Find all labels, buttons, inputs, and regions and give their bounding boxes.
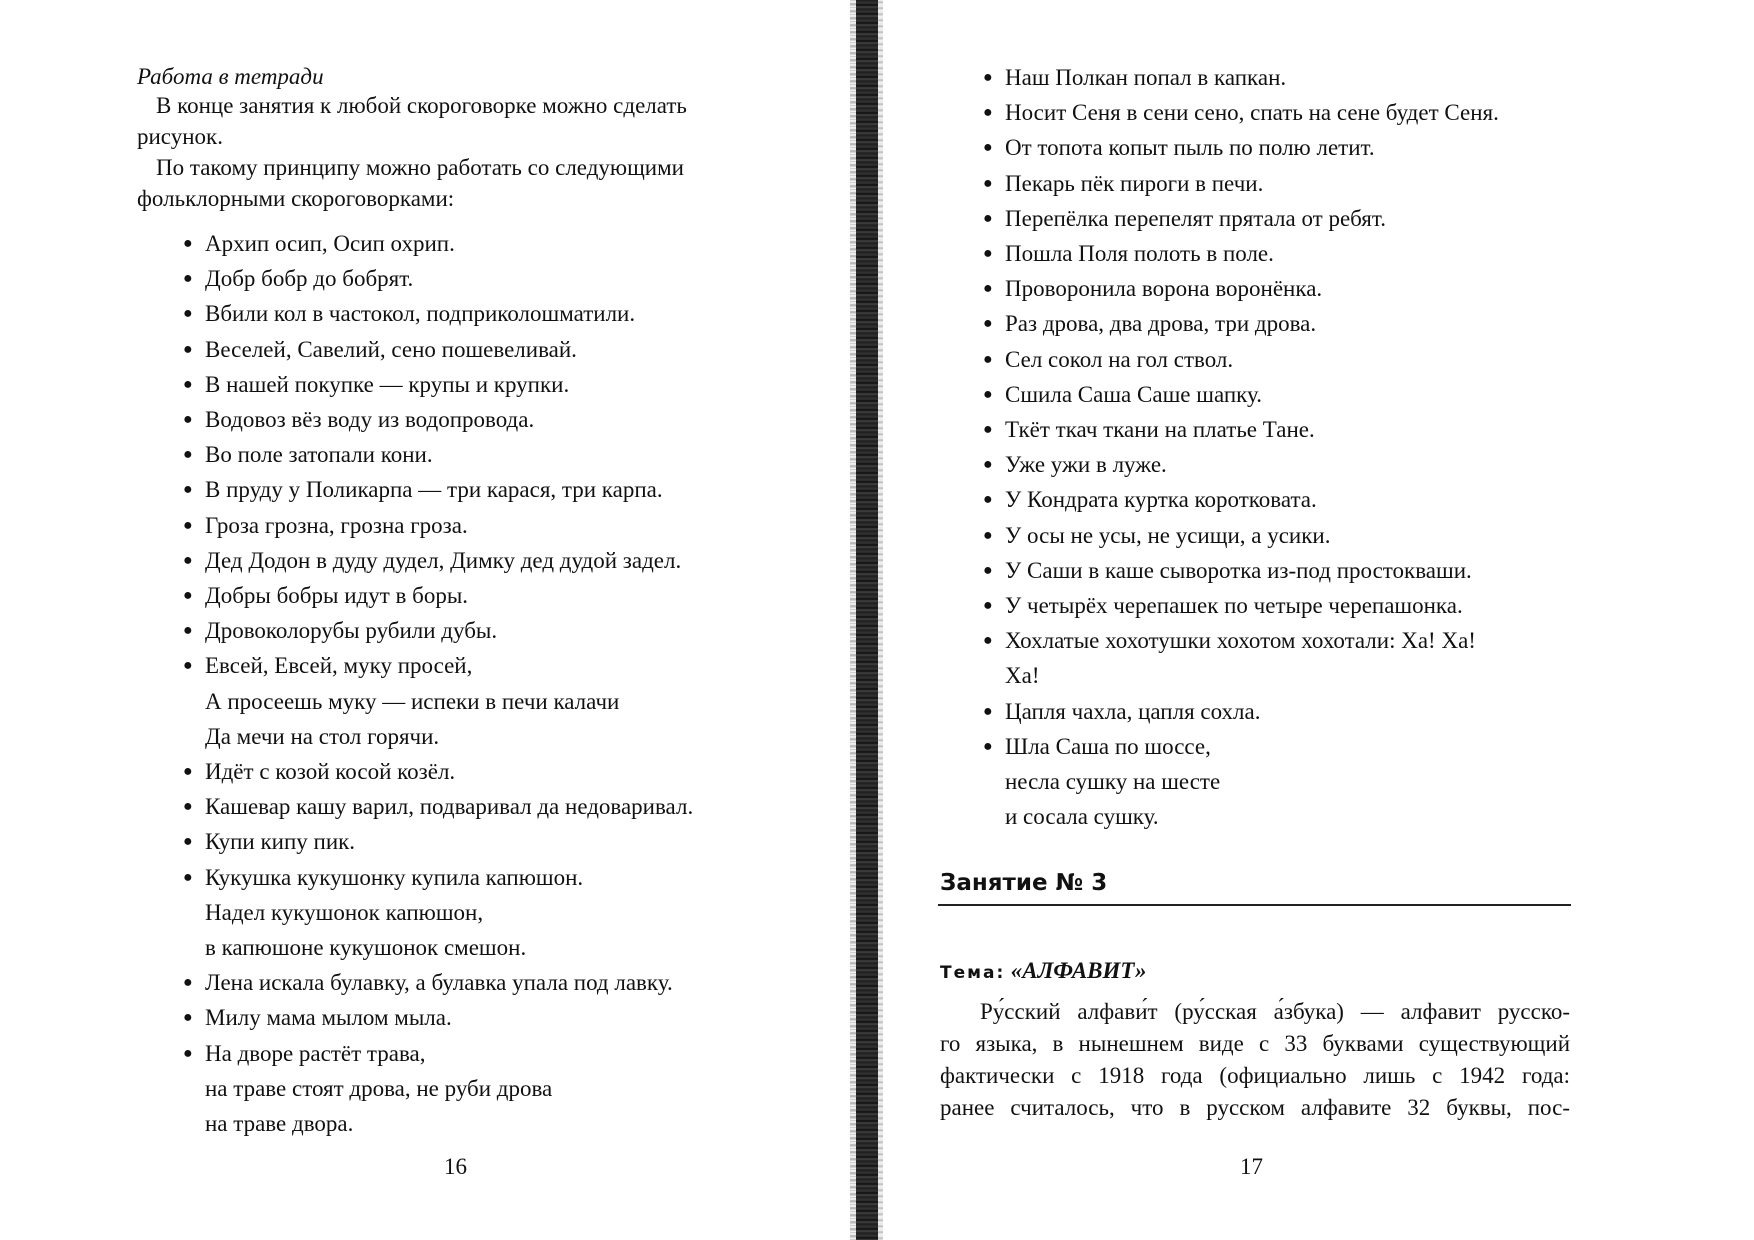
intro-line-2: рисунок.: [137, 124, 223, 149]
list-item-line: Архип осип, Осип охрип.: [205, 231, 455, 256]
list-item: [983, 518, 1583, 553]
list-item-line: Идёт с козой косой козёл.: [205, 759, 456, 785]
bullet-icon: ●: [183, 798, 193, 816]
list-item-line: Дед Додон в дуду дудел, Димку дед дудой задел.: [205, 547, 682, 573]
bullet-icon: ●: [983, 561, 993, 579]
list-item: [183, 1000, 823, 1035]
bullet-icon: ●: [183, 1044, 193, 1062]
list-item-line: Ха!: [1005, 663, 1040, 689]
list-item: [183, 261, 823, 296]
alphabet-paragraph: [940, 996, 1570, 1124]
list-item-line: В пруду у Поликарпа — три карася, три карпа.: [205, 477, 663, 503]
list-item-line: У осы не усы, не усищи, а усики.: [1005, 522, 1331, 548]
list-item-line: От топота копыт пыль по полю летит.: [1005, 135, 1375, 161]
lesson-heading: Занятие № 3: [940, 870, 1108, 896]
list-item-line: Евсей, Евсей, муку просей,: [205, 653, 473, 679]
bullet-icon: ●: [183, 305, 193, 323]
list-item: [983, 130, 1583, 165]
list-item: [183, 508, 823, 543]
bullet-icon: ●: [183, 974, 193, 992]
list-item-line: Кашевар кашу варил, подваривал да недоваривал.: [205, 794, 694, 820]
heading-divider: [938, 904, 1571, 906]
list-item-line: Перепёлка перепелят прятала от ребят.: [1005, 205, 1386, 231]
list-item-line: Надел кукушонок капюшон,: [205, 899, 484, 925]
list-item: [183, 332, 823, 367]
list-item: [183, 965, 823, 1000]
section-heading: Работа в тетради: [137, 64, 324, 89]
list-item-line: Вбили кол в частокол, подприколошматили.: [205, 301, 636, 327]
list-item-line: Наш Полкан попал в капкан.: [1005, 65, 1287, 90]
bullet-icon: ●: [983, 245, 993, 263]
page-number-right: 17: [1240, 1154, 1263, 1179]
intro-line-3: По такому принципу можно работать со следующими: [156, 155, 684, 180]
tongue-twister-list-left: [183, 226, 823, 1141]
tongue-twister-list-right: [983, 60, 1583, 834]
list-item-line: несла сушку на шесте: [1005, 769, 1221, 795]
list-item-line: Да мечи на стол горячи.: [205, 723, 440, 749]
bullet-icon: ●: [183, 868, 193, 886]
bullet-icon: ●: [183, 270, 193, 288]
list-item: [983, 588, 1583, 623]
bullet-icon: ●: [983, 350, 993, 368]
bullet-icon: ●: [183, 411, 193, 429]
body-line: ранее считалось, что в русском алфавите 32 буквы, пос-: [940, 1095, 1570, 1120]
bullet-icon: ●: [183, 1009, 193, 1027]
bullet-icon: ●: [983, 491, 993, 509]
list-item: [183, 789, 823, 824]
list-item-line: в капюшоне кукушонок смешон.: [205, 935, 527, 961]
body-line: Ру́сский алфави́т (ру́сская а́збука) — алфавит русско-: [980, 999, 1570, 1024]
list-item-line: Гроза грозна, грозна гроза.: [205, 512, 468, 538]
list-item-line: На дворе растёт трава,: [205, 1040, 426, 1066]
list-item: [183, 226, 823, 261]
bullet-icon: ●: [983, 737, 993, 755]
list-item: [983, 236, 1583, 271]
list-item: [983, 166, 1583, 201]
list-item: [183, 1036, 823, 1142]
list-item: [983, 553, 1583, 588]
list-item-line: на траве стоят дрова, не руби дрова: [205, 1075, 553, 1101]
list-item: [983, 694, 1583, 729]
list-item-line: Пошла Поля полоть в поле.: [1005, 241, 1274, 267]
list-item: [983, 201, 1583, 236]
list-item-line: Хохлатые хохотушки хохотом хохотали: Ха! Ха!: [1005, 628, 1476, 654]
list-item: [183, 578, 823, 613]
bullet-icon: ●: [183, 622, 193, 640]
bullet-icon: ●: [183, 516, 193, 534]
bullet-icon: ●: [983, 421, 993, 439]
bullet-icon: ●: [983, 702, 993, 720]
bullet-icon: ●: [183, 833, 193, 851]
bullet-icon: ●: [983, 456, 993, 474]
list-item-line: Уже ужи в луже.: [1005, 452, 1167, 478]
bullet-icon: ●: [983, 597, 993, 615]
binding-shadow-right: [878, 0, 883, 1240]
bullet-icon: ●: [983, 104, 993, 122]
list-item-line: Дровоколорубы рубили дубы.: [205, 618, 498, 644]
bullet-icon: ●: [983, 526, 993, 544]
list-item: [183, 860, 823, 966]
list-item-line: Проворонила ворона воронёнка.: [1005, 276, 1323, 302]
bullet-icon: ●: [183, 587, 193, 605]
list-item: [183, 472, 823, 507]
left-page: [0, 0, 860, 1240]
list-item-line: Во поле затопали кони.: [205, 442, 433, 468]
list-item: [983, 482, 1583, 517]
bullet-icon: ●: [983, 385, 993, 403]
list-item-line: В нашей покупке — крупы и крупки.: [205, 371, 570, 397]
bullet-icon: ●: [183, 375, 193, 393]
list-item: [183, 437, 823, 472]
list-item: [183, 824, 823, 859]
list-item-line: У Кондрата куртка коротковата.: [1005, 487, 1317, 513]
bullet-icon: ●: [983, 315, 993, 333]
list-item-line: Шла Саша по шоссе,: [1005, 733, 1211, 759]
intro-line-1: В конце занятия к любой скороговорке можно сделать: [156, 93, 687, 118]
list-item: [983, 60, 1583, 95]
bullet-icon: ●: [183, 340, 193, 358]
list-item-line: Раз дрова, два дрова, три дрова.: [1005, 311, 1317, 337]
list-item-line: Добр бобр до бобрят.: [205, 266, 414, 292]
list-item: [183, 402, 823, 437]
bullet-icon: ●: [983, 280, 993, 298]
list-item-line: на траве двора.: [205, 1111, 354, 1137]
list-item: [983, 412, 1583, 447]
body-line: фактически с 1918 года (официально лишь с 1942 года:: [940, 1063, 1570, 1088]
list-item: [183, 648, 823, 754]
list-item-line: А просеешь муку — испеки в печи калачи: [205, 688, 620, 714]
body-line: го языка, в нынешнем виде с 33 буквами существующий: [940, 1031, 1570, 1056]
bullet-icon: ●: [983, 69, 993, 86]
topic-value: «АЛФАВИТ»: [1010, 958, 1147, 983]
page-number-left: 16: [444, 1154, 467, 1179]
bullet-icon: ●: [183, 551, 193, 569]
bullet-icon: ●: [983, 139, 993, 157]
list-item-line: Кукушка кукушонку купила капюшон.: [205, 864, 584, 890]
list-item-line: Сшила Саша Саше шапку.: [1005, 381, 1262, 407]
list-item-line: Пекарь пёк пироги в печи.: [1005, 170, 1264, 196]
list-item-line: У Саши в каше сыворотка из-под простокваши.: [1005, 557, 1472, 583]
list-item-line: Милу мама мылом мыла.: [205, 1005, 452, 1031]
topic-label: Тема:: [940, 963, 1006, 983]
bullet-icon: ●: [983, 174, 993, 192]
list-item: [983, 271, 1583, 306]
list-item: [983, 729, 1583, 835]
bullet-icon: ●: [183, 235, 193, 252]
list-item-line: Водовоз вёз воду из водопровода.: [205, 407, 535, 433]
list-item: [183, 613, 823, 648]
list-item: [983, 306, 1583, 341]
list-item: [983, 377, 1583, 412]
bullet-icon: ●: [983, 632, 993, 650]
topic-line: [940, 958, 1147, 984]
bullet-icon: ●: [183, 763, 193, 781]
list-item-line: Сел сокол на гол ствол.: [1005, 346, 1234, 372]
list-item: [183, 754, 823, 789]
list-item-line: Добры бобры идут в боры.: [205, 583, 469, 609]
intro-line-4: фольклорными скороговорками:: [137, 186, 455, 211]
list-item-line: Носит Сеня в сени сено, спать на сене будет Сеня.: [1005, 100, 1499, 126]
bullet-icon: ●: [183, 481, 193, 499]
bullet-icon: ●: [183, 657, 193, 675]
list-item: [983, 623, 1583, 693]
list-item-line: Лена искала булавку, а булавка упала под лавку.: [205, 970, 673, 996]
list-item-line: и сосала сушку.: [1005, 804, 1159, 830]
list-item-line: Веселей, Савелий, сено пошевеливай.: [205, 336, 577, 362]
list-item: [183, 367, 823, 402]
bullet-icon: ●: [183, 446, 193, 464]
list-item: [183, 543, 823, 578]
list-item-line: Купи кипу пик.: [205, 829, 356, 855]
list-item: [183, 296, 823, 331]
list-item-line: Цапля чахла, цапля сохла.: [1005, 698, 1261, 724]
list-item-line: Ткёт ткач ткани на платье Тане.: [1005, 417, 1315, 443]
list-item: [983, 95, 1583, 130]
list-item: [983, 342, 1583, 377]
bullet-icon: ●: [983, 209, 993, 227]
list-item-line: У четырёх черепашек по четыре черепашонка.: [1005, 593, 1463, 619]
list-item: [983, 447, 1583, 482]
